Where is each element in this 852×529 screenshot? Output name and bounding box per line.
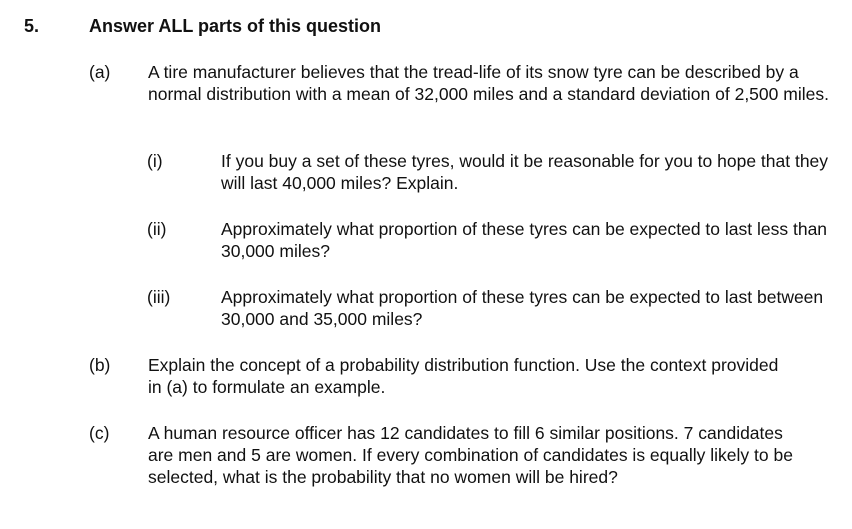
part-a-iii-text: Approximately what proportion of these tyres can be expected to last between 30,000 and 35,000 miles? — [221, 287, 824, 329]
part-a-iii-label: (iii) — [147, 287, 171, 307]
question-title: Answer ALL parts of this question — [89, 16, 382, 36]
part-a-ii-label: (ii) — [147, 219, 167, 239]
part-c-text: A human resource officer has 12 candidates to fill 6 similar positions. 7 candidates are men and 5 are women. If every combination of candidates is equally likely to be selected, what is the probability that no women will be hired? — [148, 423, 793, 487]
part-c-label: (c) — [89, 423, 110, 443]
part-b-text: Explain the concept of a probability distribution function. Use the context provided in (a) to formulate an example. — [148, 355, 779, 397]
part-a-ii-text: Approximately what proportion of these tyres can be expected to last less than 30,000 miles? — [221, 219, 828, 261]
part-a-i-text: If you buy a set of these tyres, would it be reasonable for you to hope that they will last 40,000 miles? Explain. — [221, 151, 829, 193]
part-a-label: (a) — [89, 62, 111, 82]
question-number: 5. — [24, 16, 40, 36]
part-b-label: (b) — [89, 355, 111, 375]
part-a-text: A tire manufacturer believes that the tread-life of its snow tyre can be described by a normal distribution with a mean of 32,000 miles and a standard deviation of 2,500 miles. — [148, 62, 829, 104]
part-a-i-label: (i) — [147, 151, 163, 171]
